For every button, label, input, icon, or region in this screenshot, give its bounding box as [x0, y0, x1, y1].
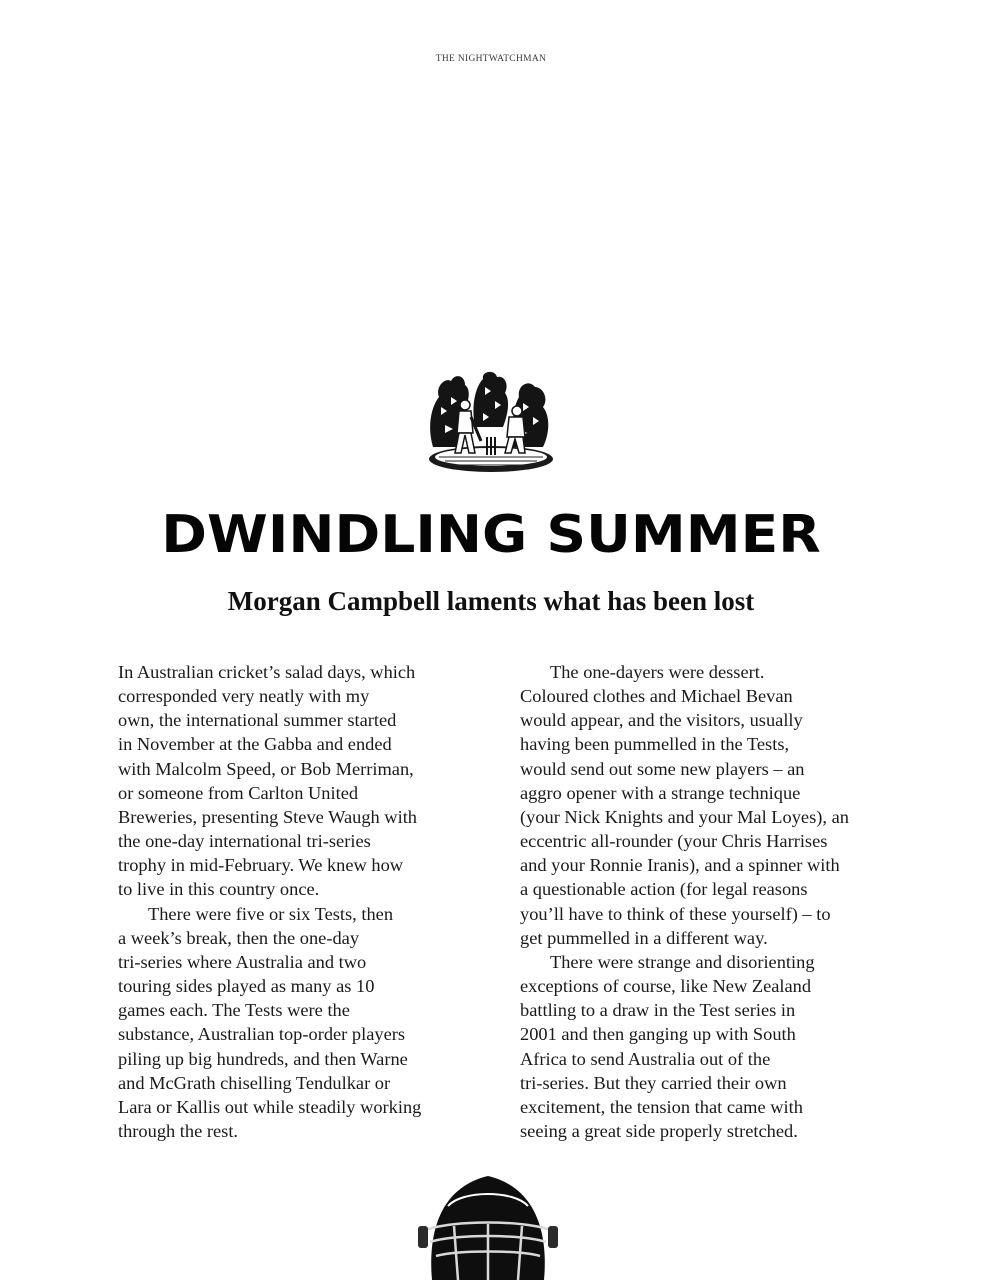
cricket-batsman-woodcut-icon [425, 367, 557, 473]
article-column-left [118, 660, 468, 1143]
article-column-right [520, 660, 870, 1143]
paragraph: The one-dayers were dessert. Coloured clothes and Michael Bevan would appear, and the visitors, usually having been pummelled in the Tests, would send out some new players – an aggro opener with a strange technique (your Nick Knights and your Mal Loyes), an eccentric all-rounder (your Chris Harrises and your Ronnie Iranis), and a spinner with a questionable action (for legal reasons you’ll have to think of these yourself) – to get pummelled in a different way. [520, 662, 849, 948]
paragraph: There were strange and disorienting exceptions of course, like New Zealand battling to a draw in the Test series in 2001 and then ganging up with South Africa to send Australia out of the tri-series. But they carried their own excitement, the tension that came with seeing a great side properly stretched. [520, 951, 815, 1141]
paragraph: In Australian cricket’s salad days, which corresponded very neatly with my own, the international summer started in November at the Gabba and ended with Malcolm Speed, or Bob Merriman, or someone from Carlton United Breweries, presenting Steve Waugh with the one-day international tri-series trophy in mid-February. We knew how to live in this country once. [118, 662, 417, 900]
standfirst: Morgan Campbell laments what has been lost [227, 586, 755, 616]
paragraph: There were five or six Tests, then a week’s break, then the one-day tri-series where Australia and two touring sides played as many as 10 games each. The Tests were the substance, Australian top-order players piling up big hundreds, and then Warne and McGrath chiselling Tendulkar or Lara or Kallis out while steadily working through the rest. [118, 903, 422, 1141]
helmeted-cricketer-portrait [392, 1166, 584, 1280]
running-head: THE NIGHTWATCHMAN [435, 54, 547, 64]
headline: DWINDLING SUMMER [161, 505, 821, 565]
